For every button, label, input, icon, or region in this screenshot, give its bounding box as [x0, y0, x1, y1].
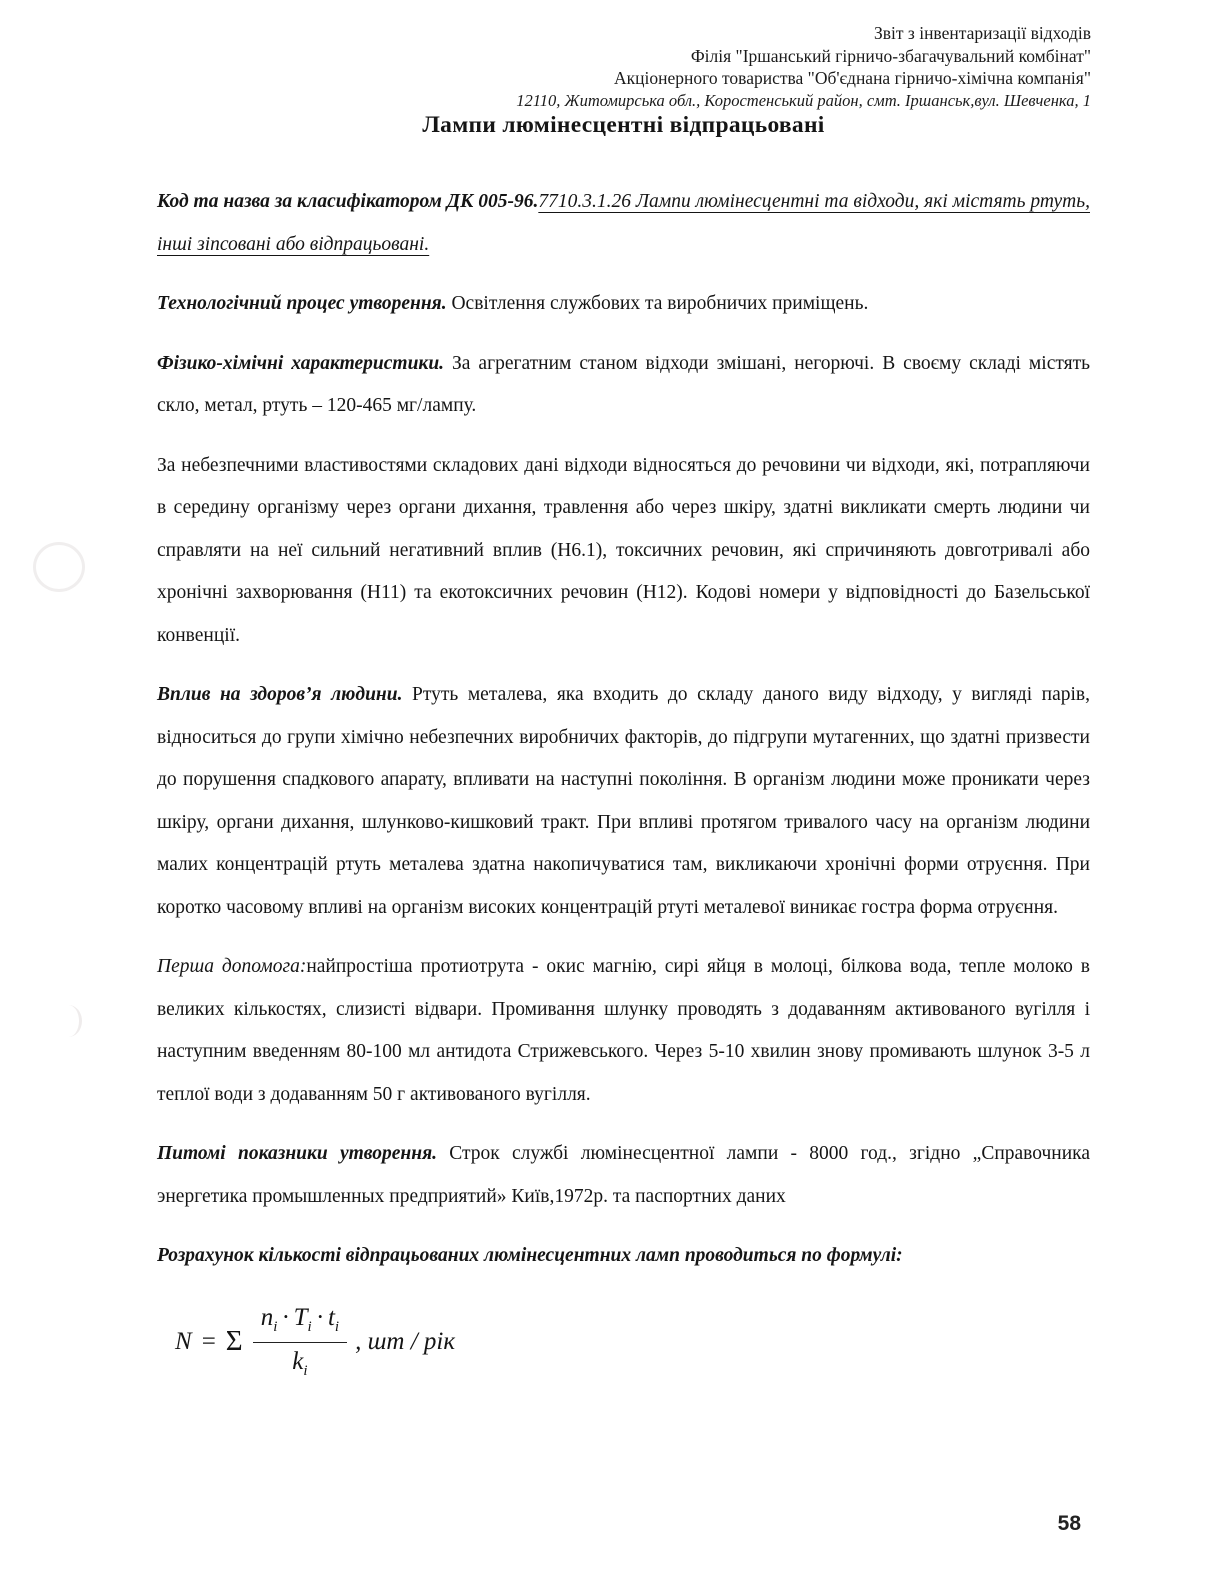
paragraph-calculation — [157, 1235, 1090, 1278]
paragraph-physchem — [157, 343, 1090, 428]
formula-subscript: i — [307, 1318, 312, 1335]
document-header — [516, 22, 1091, 112]
firstaid-lead: Перша допомога: — [157, 956, 307, 977]
paragraph-firstaid — [157, 946, 1090, 1116]
hazard-body: За небезпечними властивостями складових дані відходи відносяться до речовини чи відходи, які, потрапляючи в середину організму через органи дихання, травлення або через шкіру, здатні викликати смерть людини чи справляти на неї сильний негативний вплив (Н6.1), токсичних речовин, які спричиняють довготривалі або хронічні захворювання (Н11) та екотоксичних речовин (Н12). Кодові номери у відповідності до Базельської конвенції. — [157, 454, 1090, 646]
formula-numerator — [253, 1304, 347, 1343]
classifier-lead: Код та назва за класифікатором ДК 005-96. — [157, 191, 539, 212]
formula-denominator — [292, 1343, 307, 1380]
header-branch-name: Філія "Іршанський гірничо-збагачувальний комбінат" — [690, 45, 1091, 66]
formula-term-t: t — [327, 1303, 335, 1331]
firstaid-body: найпростіша протиотрута - окис магнію, сирі яйця в молоці, білкова вода, тепле молоко в великих кількостях, слизисті відвари. Промивання шлунку проводять з додаванням активованого вугілля і наступним введенням 80-100 мл антидота Стрижевського. Через 5-10 хвилин знову промивають шлунок 3-5 л теплої води з додаванням 50 г активованого вугілля. — [157, 956, 1091, 1105]
formula-subscript: i — [273, 1318, 278, 1335]
paragraph-specific — [157, 1133, 1090, 1218]
formula-term-n: n — [260, 1303, 274, 1331]
health-lead: Вплив на здоров’я людини. — [157, 684, 403, 705]
process-lead: Технологічний процес утворення. — [157, 293, 447, 314]
header-address: 12110, Житомирська обл., Коростенський район, смт. Іршанськ,вул. Шевченка, 1 — [516, 90, 1091, 110]
header-company-name: Акціонерного товариства "Об'єднана гірничо-хімічна компанія" — [614, 68, 1091, 88]
calculation-lead: Розрахунок кількості відпрацьованих люмінесцентних ламп проводиться по формулі: — [157, 1245, 903, 1266]
paragraph-process — [157, 283, 1090, 326]
paragraph-classifier — [157, 181, 1090, 266]
lamp-count-formula — [175, 1304, 1090, 1380]
specific-body: Строк службі люмінесцентної лампи - 8000 год., згідно „Справочника энергетика промышленных предприятий» Київ,1972р. та паспортних даних — [157, 1143, 1090, 1207]
formula-multiply-dot: · — [316, 1303, 323, 1331]
scan-artifact-arc — [55, 1005, 82, 1037]
specific-lead: Питомі показники утворення. — [157, 1143, 437, 1164]
page-title: Лампи люмінесцентні відпрацьовані — [422, 112, 825, 138]
formula-fraction — [253, 1304, 347, 1380]
formula-subscript: i — [303, 1362, 308, 1379]
formula-multiply-dot: · — [282, 1303, 289, 1331]
formula-sum-symbol: Σ — [225, 1325, 243, 1357]
header-report-title: Звіт з інвентаризації відходів — [874, 23, 1091, 43]
scan-artifact-ring — [33, 542, 85, 592]
document-body — [157, 112, 1090, 1380]
formula-term-T: T — [293, 1303, 308, 1331]
paragraph-health — [157, 674, 1090, 929]
physchem-body: За агрегатним станом відходи змішані, негорючі. В своєму складі містять скло, метал, ртуть – 120-465 мг/лампу. — [157, 352, 1090, 416]
formula-subscript: i — [334, 1318, 340, 1335]
paragraph-hazard — [157, 445, 1090, 658]
health-body: Ртуть металева, яка входить до складу даного виду відходу, у вигляді парів, відноситься до групи хімічно небезпечних виробничих факторів, до підгрупи мутагенних, що здатні призвести до порушення спадкового апарату, впливати на наступні покоління. В організм людини може проникати через шкіру, органи дихання, шлунково-кишковий тракт. При впливі протягом тривалого часу на організм людини малих концентрацій ртуть металева здатна накопичуватися там, викликаючи хронічні форми отруєння. При коротко часовому впливі на організм високих концентрацій ртуті металевої виникає гостра форма отруєння. — [157, 684, 1091, 918]
formula-units: , шт / рік — [355, 1327, 456, 1355]
physchem-lead: Фізико-хімічні характеристики. — [157, 352, 445, 374]
formula-term-k: k — [292, 1347, 304, 1375]
process-body: Освітлення службових та виробничих приміщень. — [451, 293, 869, 314]
formula-equals-sign: = — [201, 1327, 216, 1355]
formula-variable: N — [175, 1327, 192, 1355]
classifier-code-underlined: 7710.3.1.26 Лампи люмінесцентні та відходи, які містять ртуть, інші зіпсовані або відпрацьовані. — [157, 191, 1090, 255]
page-number: 58 — [1057, 1512, 1081, 1535]
